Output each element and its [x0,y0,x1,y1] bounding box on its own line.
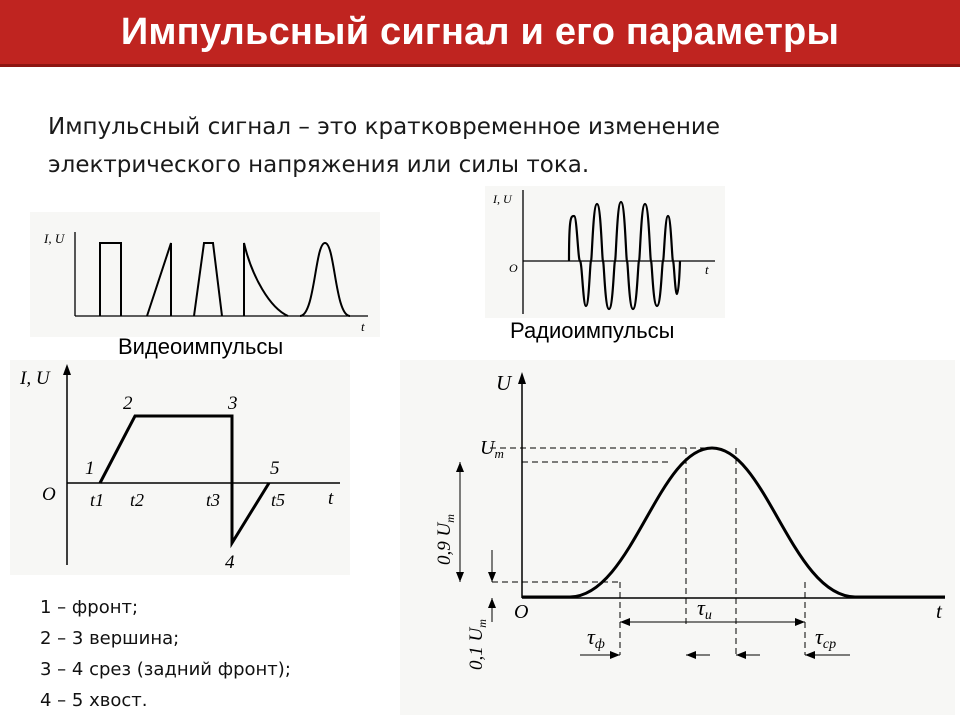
point-label-2: 2 [123,393,133,414]
definition-line-2: электрического напряжения или силы тока. [48,152,590,178]
pulse-parameters-diagram [10,360,350,575]
y-axis-label: I, U [44,231,65,246]
legend-item: 1 – фронт; [40,597,139,618]
title-bar [0,0,960,67]
y-axis-label: I, U [20,368,50,389]
slide-title: Импульсный сигнал и его параметры [120,10,840,53]
x-axis-label: t [936,599,942,623]
y-axis-label: U [496,371,512,395]
scan-background [30,212,380,337]
tau-fall-label: τср [815,624,837,652]
legend-list [40,592,291,716]
tau-pulse-label: τи [697,595,712,623]
point-label-1: 1 [85,458,95,479]
point-label-4: 4 [225,552,235,573]
um-label: $U_m$ [480,437,504,461]
time-label-t3: t3 [206,490,221,510]
x-axis-label: t [361,319,365,334]
x-axis-label: t [705,262,709,277]
origin-label: O [509,261,518,275]
origin-label: O [42,484,56,505]
definition-text [48,108,868,184]
level-09-label: 0,9 $U_m$ [434,514,457,565]
origin-label: O [514,601,529,623]
legend-item: 4 – 5 хвост. [40,690,148,711]
radio-pulses-diagram [485,186,725,318]
video-pulses-diagram [30,212,380,337]
level-01-label: 0,1 $U_m$ [466,619,489,670]
point-label-5: 5 [270,458,280,479]
time-label-t5: t5 [271,490,286,510]
bell-pulse-diagram [400,360,955,715]
radio-pulses-caption: Радиоимпульсы [510,318,675,343]
time-label-t1: t1 [90,490,105,510]
definition-line-1: Импульсный сигнал – это кратковременное изменение [48,114,720,140]
scan-background [10,360,350,575]
tau-front-label: τф [587,624,605,652]
legend-item: 3 – 4 срез (задний фронт); [40,659,291,680]
y-axis-label: I, U [493,192,512,206]
point-label-3: 3 [228,393,238,414]
time-label-t2: t2 [130,490,145,510]
legend-item: 2 – 3 вершина; [40,628,180,649]
video-pulses-caption: Видеоимпульсы [118,334,284,359]
x-axis-label: t [328,488,334,509]
